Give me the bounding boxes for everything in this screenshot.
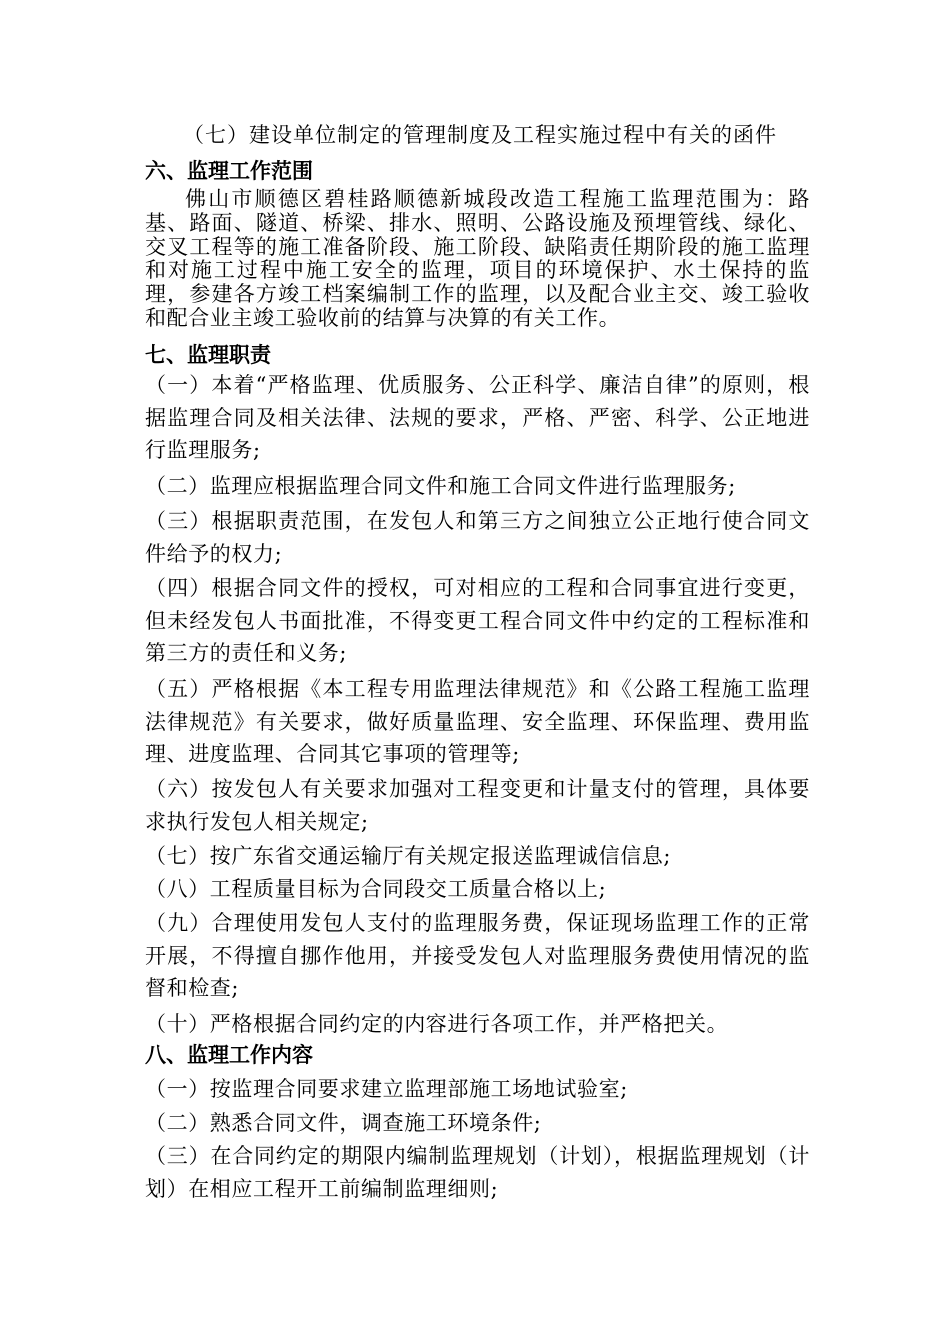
section-7-item-4: （四）根据合同文件的授权，可对相应的工程和合同事宜进行变更，但未经发包人书面批准，不得变更工程合同文件中约定的工程标准和第三方的责任和义务; bbox=[145, 576, 810, 665]
section-7-item-9: （九）合理使用发包人支付的监理服务费，保证现场监理工作的正常开展，不得擅自挪作他用，并接受发包人对监理服务费使用情况的监督和检查; bbox=[145, 911, 810, 1000]
section-6-heading: 六、监理工作范围 bbox=[145, 159, 313, 183]
section-8-heading: 八、监理工作内容 bbox=[145, 1043, 313, 1067]
section-7-item-5: （五）严格根据《本工程专用监理法律规范》和《公路工程施工监理法律规范》有关要求，做好质量监理、安全监理、环保监理、费用监理、进度监理、合同其它事项的管理等; bbox=[145, 677, 810, 766]
section-8-item-1: （一）按监理合同要求建立监理部施工场地试验室; bbox=[145, 1077, 628, 1101]
section-7-item-8: （八）工程质量目标为合同段交工质量合格以上; bbox=[145, 877, 607, 901]
section-7-item-3: （三）根据职责范围，在发包人和第三方之间独立公正地行使合同文件给予的权力; bbox=[145, 509, 810, 566]
intro-line: （七）建设单位制定的管理制度及工程实施过程中有关的函件 bbox=[183, 123, 777, 147]
section-7-heading: 七、监理职责 bbox=[145, 343, 271, 367]
section-7-item-10: （十）严格根据合同约定的内容进行各项工作，并严格把关。 bbox=[145, 1012, 729, 1036]
section-7-item-1: （一）本着“严格监理、优质服务、公正科学、廉洁自律”的原则，根据监理合同及相关法律、法规的要求，严格、严密、科学、公正地进行监理服务; bbox=[145, 373, 810, 462]
section-7-item-7: （七）按广东省交通运输厅有关规定报送监理诚信信息; bbox=[145, 844, 672, 868]
section-6-paragraph: 佛山市顺德区碧桂路顺德新城段改造工程施工监理范围为：路基、路面、隧道、桥梁、排水、照明、公路设施及预埋管线、绿化、交叉工程等的施工准备阶段、施工阶段、缺陷责任期阶段的施工监理和对施工过程中施工安全的监理，项目的环境保护、水土保持的监理，参建各方竣工档案编制工作的监理，以及配合业主交、竣工验收和配合业主竣工验收前的结算与决算的有关工作。 bbox=[145, 187, 810, 330]
section-8-item-3: （三）在合同约定的期限内编制监理规划（计划），根据监理规划（计划）在相应工程开工前编制监理细则; bbox=[145, 1144, 810, 1201]
section-8-item-2: （二）熟悉合同文件，调查施工环境条件; bbox=[145, 1111, 542, 1135]
section-7-item-6: （六）按发包人有关要求加强对工程变更和计量支付的管理，具体要求执行发包人相关规定; bbox=[145, 777, 810, 834]
section-7-item-2: （二）监理应根据监理合同文件和施工合同文件进行监理服务; bbox=[145, 474, 736, 498]
